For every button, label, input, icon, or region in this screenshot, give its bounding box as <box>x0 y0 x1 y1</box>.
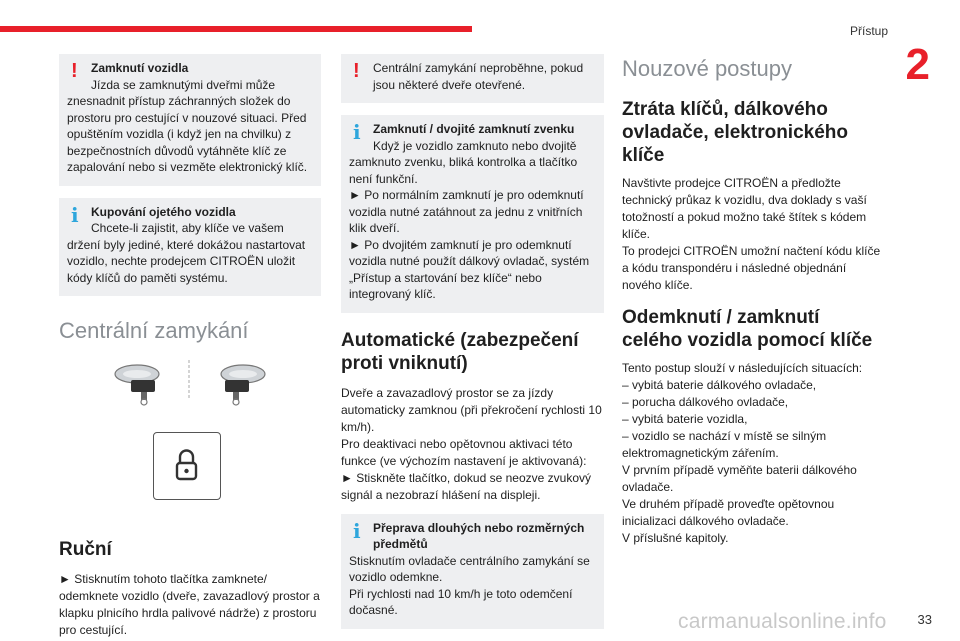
body-line: Tento postup slouží v následujících situacích: <box>622 361 863 375</box>
body-line: V příslušné kapitoly. <box>622 531 729 545</box>
manual-body: ► Stisknutím tohoto tlačítka zamknete/ odemknete vozidlo (dveře, zavazadlový prostor a klapku plnicího hrdla palivové nádrže) z prostoru pro cestující. <box>59 572 320 637</box>
note-line: Stisknutím ovladače centrálního zamykání se vozidlo odemkne. <box>349 553 590 584</box>
body-line: ► Stiskněte tlačítko, dokud se neozve zvukový signál a nezobrazí hlášení na displeji. <box>341 470 592 502</box>
column-3 <box>622 54 884 547</box>
padlock-icon <box>154 433 219 498</box>
info-icon: i <box>71 202 79 227</box>
door-switch-illustration <box>59 358 321 414</box>
body-line: – porucha dálkového ovladače, <box>622 395 789 409</box>
watermark: carmanualsonline.info <box>678 610 887 633</box>
body-line: – vybitá baterie dálkového ovladače, <box>622 378 817 392</box>
lost-keys-body <box>622 175 884 294</box>
note-line: zamknuto zvenku, bliká kontrolka a tlačítko není funkční. <box>349 155 578 186</box>
body-line: Pro deaktivaci nebo opětovnou aktivaci této funkce (ve výchozím nastavení je aktivovaná): <box>341 436 587 468</box>
central-locking-illustration <box>59 358 321 508</box>
automatic-locking-body <box>341 385 604 504</box>
note-lead: Jízda se zamknutými dveřmi může <box>91 77 276 92</box>
note-line: Při rychlosti nad 10 km/h je toto odemčení dočasné. <box>349 586 573 617</box>
central-locking-heading: Centrální zamykání <box>59 318 249 343</box>
note-lead: Když je vozidlo zamknuto nebo dvojitě <box>373 138 577 153</box>
warning-icon: ! <box>71 60 78 82</box>
automatic-locking-heading: Automatické (zabezpečení proti vniknutí) <box>341 329 579 374</box>
body-line: V prvním případě vyměňte baterii dálkového ovladače. <box>622 463 857 494</box>
note-text: znesnadnit přístup záchranných složek do prostoru pro cestující v nouzové situaci. Před opuštěním vozidla (i když jen na chvilku) z bezpečnostních důvodů vytáhněte klíč ze zapalování nebo si vezměte elektronický klíč. <box>67 94 308 174</box>
section-label: Přístup <box>849 24 888 38</box>
page-number: 33 <box>917 612 932 627</box>
note-line: ► Po dvojitém zamknutí je pro odemknutí vozidla nutné použít dálkový ovladač, systém „Přístup a startování bez klíče“ nebo integrovaný klíč. <box>349 237 590 301</box>
note-title: Přeprava dlouhých nebo rozměrných předmětů <box>373 520 585 551</box>
note-line: ► Po normálním zamknutí je pro odemknutí vozidla nutné zatáhnout za jednu z vnitřních klik dveří. <box>349 188 584 235</box>
info-icon: i <box>353 518 361 543</box>
note-title: Kupování ojetého vozidla <box>91 204 236 219</box>
key-unlock-heading: Odemknutí / zamknutí celého vozidla pomocí klíče <box>622 307 873 351</box>
body-line: Ve druhém případě proveďte opětovnou inicializaci dálkového ovladače. <box>622 497 835 528</box>
chapter-number: 2 <box>905 40 930 89</box>
info-icon: i <box>353 120 361 144</box>
body-line: To prodejci CITROËN umožní načtení kódu klíče a kódu transpondéru i následné objednání nového klíče. <box>622 244 881 292</box>
key-unlock-body <box>622 360 884 547</box>
info-note-used-vehicle <box>59 198 321 297</box>
body-line: Dveře a zavazadlový prostor se za jízdy automaticky zamknou (při překročení rychlosti 10 km/h). <box>341 385 602 434</box>
body-line: – vybitá baterie vozidla, <box>622 412 748 426</box>
emergency-heading: Nouzové postupy <box>622 56 792 81</box>
column-1 <box>59 54 321 639</box>
note-title: Zamknutí / dvojité zamknutí zvenku <box>373 122 575 136</box>
lock-button[interactable] <box>153 432 221 500</box>
note-title: Zamknutí vozidla <box>91 61 189 75</box>
column-2 <box>341 54 604 641</box>
warning-note-doors-open <box>341 54 604 103</box>
info-note-external-locking <box>341 115 604 313</box>
warning-note-locking <box>59 54 321 186</box>
note-text: držení byly jediné, které dokážou nastartovat vozidlo, nechte prodejcem CITROËN uložit kódy klíčů do paměti systému. <box>67 237 306 285</box>
info-note-long-objects <box>341 514 604 629</box>
body-line: Navštivte prodejce CITROËN a předložte technický průkaz k vozidlu, dva doklady s vaší totožností a pokud možno také štítek s kódem klíče. <box>622 176 867 241</box>
top-accent-bar <box>0 26 472 32</box>
lost-keys-heading: Ztráta klíčů, dálkového ovladače, elektronického klíče <box>622 99 848 166</box>
note-text: Centrální zamykání neproběhne, pokud jsou některé dveře otevřené. <box>373 61 584 92</box>
warning-icon: ! <box>353 60 360 82</box>
note-lead: Chcete-li zajistit, aby klíče ve vašem <box>91 221 284 235</box>
body-line: – vozidlo se nachází v místě se silným elektromagnetickým zářením. <box>622 429 827 460</box>
manual-heading: Ruční <box>59 539 112 560</box>
